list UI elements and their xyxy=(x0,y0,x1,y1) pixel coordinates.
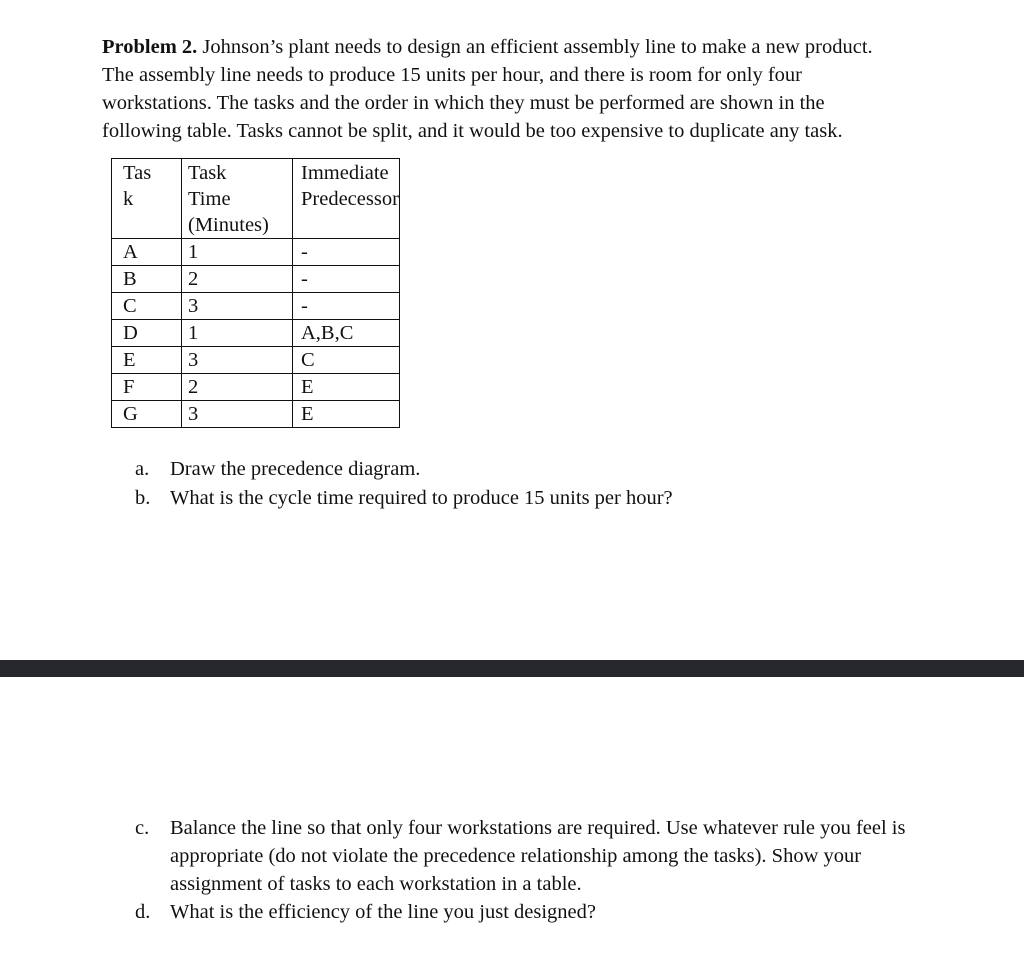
header-task: Tas k xyxy=(112,159,182,239)
problem-line-4: following table. Tasks cannot be split, and it would be too expensive to duplicate any task. xyxy=(102,120,843,142)
task-rows xyxy=(112,239,400,428)
cell-predecessor: E xyxy=(293,374,400,401)
problem-line-2: The assembly line needs to produce 15 units per hour, and there is room for only four xyxy=(102,64,802,86)
cell-predecessor: E xyxy=(293,401,400,428)
problem-statement xyxy=(102,33,982,145)
cell-predecessor: - xyxy=(293,239,400,266)
cell-task: F xyxy=(112,374,182,401)
table-row xyxy=(112,374,400,401)
cell-task: G xyxy=(112,401,182,428)
cell-time: 2 xyxy=(182,266,293,293)
question-text xyxy=(170,484,673,513)
question-line: assignment of tasks to each workstation in a table. xyxy=(170,873,582,895)
question-marker: c. xyxy=(135,817,150,839)
table-row xyxy=(112,293,400,320)
cell-predecessor: A,B,C xyxy=(293,320,400,347)
question-line: What is the efficiency of the line you just designed? xyxy=(170,901,597,923)
problem-line-3: workstations. The tasks and the order in which they must be performed are shown in the xyxy=(102,92,825,114)
cell-time: 3 xyxy=(182,401,293,428)
cell-time: 1 xyxy=(182,239,293,266)
question-item xyxy=(135,484,673,513)
table-row xyxy=(112,266,400,293)
question-marker: a. xyxy=(135,458,150,480)
question-item xyxy=(135,814,995,898)
question-line: Balance the line so that only four workstations are required. Use whatever rule you feel is xyxy=(170,817,906,839)
cell-predecessor: - xyxy=(293,266,400,293)
problem-line-1 xyxy=(102,33,982,61)
question-text xyxy=(170,455,673,484)
task-table xyxy=(111,158,400,428)
question-line: appropriate (do not violate the precedence relationship among the tasks). Show your xyxy=(170,845,862,867)
table-row xyxy=(112,239,400,266)
header-predecessor: Immediate Predecessor xyxy=(293,159,400,239)
page-divider xyxy=(0,660,1024,677)
cell-task: E xyxy=(112,347,182,374)
problem-heading: Problem 2. xyxy=(102,36,198,58)
table-header-row xyxy=(112,159,400,239)
cell-task: A xyxy=(112,239,182,266)
questions-bottom xyxy=(135,814,995,926)
cell-predecessor: C xyxy=(293,347,400,374)
cell-time: 3 xyxy=(182,293,293,320)
table-row xyxy=(112,320,400,347)
question-item xyxy=(135,455,673,484)
cell-time: 3 xyxy=(182,347,293,374)
header-task-time: Task Time (Minutes) xyxy=(182,159,293,239)
question-text xyxy=(170,898,995,926)
question-line: What is the cycle time required to produce 15 units per hour? xyxy=(170,487,673,509)
question-text xyxy=(170,814,995,898)
questions-top xyxy=(135,455,673,513)
table-row xyxy=(112,347,400,374)
question-line: Draw the precedence diagram. xyxy=(170,458,421,480)
cell-predecessor: - xyxy=(293,293,400,320)
cell-time: 2 xyxy=(182,374,293,401)
question-marker: d. xyxy=(135,901,151,923)
cell-task: C xyxy=(112,293,182,320)
question-item xyxy=(135,898,995,926)
table-row xyxy=(112,401,400,428)
problem-text: Johnson’s plant needs to design an efficient assembly line to make a new product. xyxy=(202,36,873,58)
cell-task: B xyxy=(112,266,182,293)
cell-task: D xyxy=(112,320,182,347)
cell-time: 1 xyxy=(182,320,293,347)
question-marker: b. xyxy=(135,487,151,509)
